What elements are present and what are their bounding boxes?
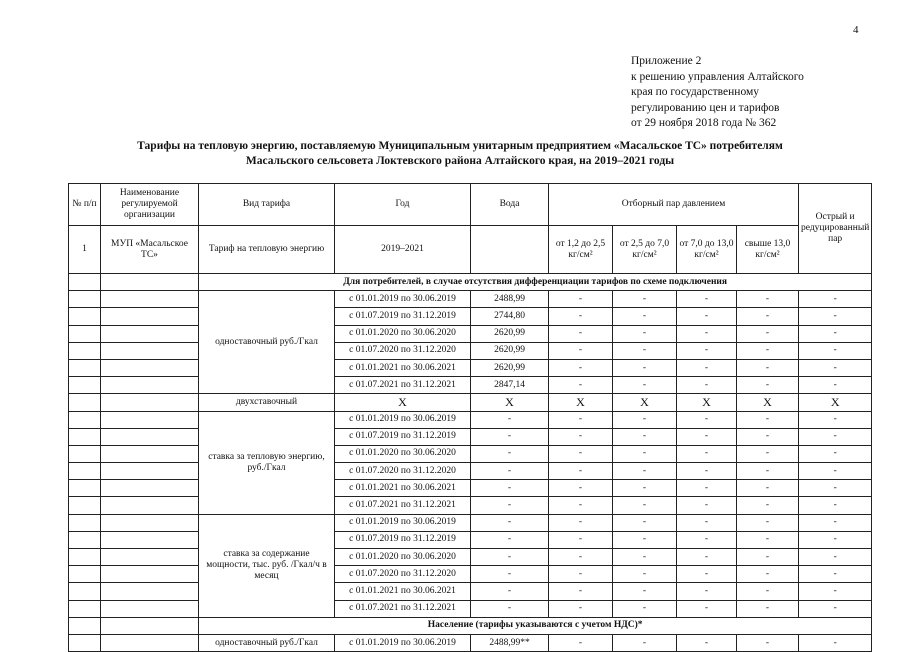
sharp-value: - (799, 497, 872, 514)
p3-value: - (677, 428, 737, 445)
header-year: Год (335, 184, 471, 226)
water-value: 2744,80 (471, 308, 549, 325)
table-row (69, 531, 872, 548)
org-tariff-type: Тариф на тепловую энергию (199, 226, 335, 274)
x-mark: X (471, 394, 549, 411)
p3-value: - (677, 497, 737, 514)
p2-value: - (613, 359, 677, 376)
p2-value: - (613, 634, 677, 651)
section-row-population (69, 617, 872, 634)
subheader-p2: от 2,5 до 7,0 кг/см² (613, 226, 677, 274)
p4-value: - (737, 411, 799, 428)
table-row (69, 480, 872, 497)
empty-cell (69, 411, 101, 428)
period-cell: с 01.01.2021 по 30.06.2021 (335, 480, 471, 497)
p1-value: - (549, 549, 613, 566)
subheader-p1: от 1,2 до 2,5 кг/см² (549, 226, 613, 274)
p3-value: - (677, 480, 737, 497)
p1-value: - (549, 325, 613, 342)
table-row (69, 325, 872, 342)
section-heading: Население (тарифы указываются с учетом НДС)* (199, 617, 872, 634)
org-num: 1 (69, 226, 101, 274)
empty-cell (69, 600, 101, 617)
table-row (69, 549, 872, 566)
p4-value: - (737, 308, 799, 325)
empty-cell (69, 566, 101, 583)
empty-cell (101, 411, 199, 428)
period-cell: с 01.07.2021 по 31.12.2021 (335, 600, 471, 617)
sharp-value: - (799, 566, 872, 583)
water-value: 2488,99** (471, 634, 549, 651)
subheader-p3: от 7,0 до 13,0 кг/см² (677, 226, 737, 274)
header-type: Вид тарифа (199, 184, 335, 226)
p4-value: - (737, 342, 799, 359)
table-row (69, 377, 872, 394)
empty-cell (69, 359, 101, 376)
sharp-value: - (799, 463, 872, 480)
empty-cell (101, 480, 199, 497)
water-value: 2847,14 (471, 377, 549, 394)
sharp-value: - (799, 583, 872, 600)
p3-value: - (677, 514, 737, 531)
p3-value: - (677, 566, 737, 583)
p3-value: - (677, 342, 737, 359)
p4-value: - (737, 583, 799, 600)
x-mark: X (613, 394, 677, 411)
appendix-line: от 29 ноября 2018 года № 362 (631, 117, 777, 129)
water-value: 2620,99 (471, 359, 549, 376)
empty-cell (101, 359, 199, 376)
header-org: Наименование регулируемой организации (101, 184, 199, 226)
water-value: - (471, 463, 549, 480)
empty-cell (69, 445, 101, 462)
p3-value: - (677, 531, 737, 548)
table-row (69, 359, 872, 376)
title-line-2: Масальского сельсовета Локтевского района Алтайского края, на 2019–2021 годы (245, 155, 675, 167)
water-value: 2620,99 (471, 342, 549, 359)
sharp-value: - (799, 291, 872, 308)
p1-value: - (549, 634, 613, 651)
empty-cell (101, 634, 199, 651)
p4-value: - (737, 549, 799, 566)
empty-cell (69, 377, 101, 394)
p1-value: - (549, 480, 613, 497)
sharp-value: - (799, 634, 872, 651)
single-rate-label: одноставочный руб./Гкал (199, 291, 335, 394)
empty-cell (101, 583, 199, 600)
x-mark: X (677, 394, 737, 411)
water-value: 2620,99 (471, 325, 549, 342)
water-value: - (471, 514, 549, 531)
sharp-value: - (799, 411, 872, 428)
section-row-consumers (69, 274, 872, 291)
p2-value: - (613, 549, 677, 566)
header-steam: Отборный пар давлением (549, 184, 799, 226)
org-water-empty (471, 226, 549, 274)
p3-value: - (677, 359, 737, 376)
p1-value: - (549, 342, 613, 359)
p2-value: - (613, 445, 677, 462)
p3-value: - (677, 308, 737, 325)
p4-value: - (737, 291, 799, 308)
p2-value: - (613, 428, 677, 445)
p3-value: - (677, 291, 737, 308)
water-value: - (471, 549, 549, 566)
p1-value: - (549, 411, 613, 428)
period-cell: с 01.07.2019 по 31.12.2019 (335, 531, 471, 548)
energy-rate-label: ставка за тепловую энергию, руб./Гкал (199, 411, 335, 514)
period-cell: с 01.07.2019 по 31.12.2019 (335, 428, 471, 445)
sharp-value: - (799, 480, 872, 497)
p3-value: - (677, 583, 737, 600)
table-row (69, 291, 872, 308)
period-cell: с 01.01.2020 по 30.06.2020 (335, 549, 471, 566)
empty-cell (101, 566, 199, 583)
water-value: - (471, 445, 549, 462)
x-mark: X (335, 394, 471, 411)
appendix-line: Приложение 2 (631, 55, 702, 67)
p3-value: - (677, 600, 737, 617)
empty-cell (101, 531, 199, 548)
p2-value: - (613, 566, 677, 583)
empty-cell (69, 325, 101, 342)
p3-value: - (677, 634, 737, 651)
sharp-value: - (799, 600, 872, 617)
p2-value: - (613, 411, 677, 428)
empty-cell (69, 480, 101, 497)
empty-cell (101, 394, 199, 411)
appendix-block (631, 54, 804, 132)
empty-cell (101, 617, 199, 634)
empty-cell (69, 583, 101, 600)
appendix-line: регулированию цен и тарифов (631, 101, 780, 114)
period-cell: с 01.01.2020 по 30.06.2020 (335, 445, 471, 462)
table-row (69, 411, 872, 428)
p1-value: - (549, 445, 613, 462)
period-cell: с 01.01.2020 по 30.06.2020 (335, 325, 471, 342)
p3-value: - (677, 377, 737, 394)
p4-value: - (737, 566, 799, 583)
water-value: - (471, 583, 549, 600)
empty-cell (101, 274, 199, 291)
p1-value: - (549, 428, 613, 445)
x-mark: X (799, 394, 872, 411)
empty-cell (101, 342, 199, 359)
empty-cell (69, 308, 101, 325)
p3-value: - (677, 445, 737, 462)
sharp-value: - (799, 359, 872, 376)
empty-cell (101, 497, 199, 514)
capacity-rate-label: ставка за содержание мощности, тыс. руб. /Гкал/ч в месяц (199, 514, 335, 617)
p1-value: - (549, 497, 613, 514)
p3-value: - (677, 549, 737, 566)
water-value: - (471, 480, 549, 497)
period-cell: с 01.07.2021 по 31.12.2021 (335, 497, 471, 514)
empty-cell (69, 617, 101, 634)
empty-cell (101, 428, 199, 445)
p4-value: - (737, 377, 799, 394)
water-value: - (471, 566, 549, 583)
water-value: - (471, 531, 549, 548)
p1-value: - (549, 359, 613, 376)
two-rate-row (69, 394, 872, 411)
period-cell: с 01.01.2021 по 30.06.2021 (335, 359, 471, 376)
table-row (69, 497, 872, 514)
water-value: - (471, 497, 549, 514)
org-name: МУП «Масальское ТС» (101, 226, 199, 274)
table-row (69, 566, 872, 583)
empty-cell (69, 394, 101, 411)
p4-value: - (737, 445, 799, 462)
period-cell: с 01.07.2020 по 31.12.2020 (335, 566, 471, 583)
subheader-p4: свыше 13,0 кг/см² (737, 226, 799, 274)
period-cell: с 01.07.2020 по 31.12.2020 (335, 463, 471, 480)
empty-cell (69, 463, 101, 480)
empty-cell (69, 342, 101, 359)
empty-cell (69, 291, 101, 308)
empty-cell (101, 514, 199, 531)
empty-cell (101, 549, 199, 566)
empty-cell (69, 531, 101, 548)
empty-cell (69, 428, 101, 445)
header-sharp-steam: Острый и редуцированный пар (799, 184, 872, 274)
table-row (69, 463, 872, 480)
p3-value: - (677, 411, 737, 428)
empty-cell (101, 600, 199, 617)
p1-value: - (549, 566, 613, 583)
p1-value: - (549, 600, 613, 617)
p2-value: - (613, 480, 677, 497)
period-cell: с 01.01.2019 по 30.06.2019 (335, 411, 471, 428)
period-cell: с 01.01.2021 по 30.06.2021 (335, 583, 471, 600)
p1-value: - (549, 308, 613, 325)
empty-cell (101, 377, 199, 394)
p1-value: - (549, 463, 613, 480)
org-years: 2019–2021 (335, 226, 471, 274)
population-label: одноставочный руб./Гкал (199, 634, 335, 651)
p2-value: - (613, 497, 677, 514)
water-value: - (471, 600, 549, 617)
x-mark: X (549, 394, 613, 411)
title-line-1: Тарифы на тепловую энергию, поставляемую Муниципальным унитарным предприятием «Масальское ТС» потребителям (137, 140, 783, 152)
x-mark: X (737, 394, 799, 411)
p2-value: - (613, 325, 677, 342)
p2-value: - (613, 377, 677, 394)
p4-value: - (737, 531, 799, 548)
empty-cell (101, 463, 199, 480)
p1-value: - (549, 531, 613, 548)
two-rate-label: двухставочный (199, 394, 335, 411)
p4-value: - (737, 600, 799, 617)
p4-value: - (737, 514, 799, 531)
empty-cell (69, 634, 101, 651)
p1-value: - (549, 514, 613, 531)
p4-value: - (737, 634, 799, 651)
p4-value: - (737, 359, 799, 376)
empty-cell (101, 445, 199, 462)
document-title (60, 139, 860, 169)
p2-value: - (613, 308, 677, 325)
p4-value: - (737, 463, 799, 480)
section-heading: Для потребителей, в случае отсутствия дифференциации тарифов по схеме подключения (199, 274, 872, 291)
period-cell: с 01.07.2021 по 31.12.2021 (335, 377, 471, 394)
table-row (69, 583, 872, 600)
empty-cell (101, 325, 199, 342)
table-row (69, 514, 872, 531)
sharp-value: - (799, 377, 872, 394)
sharp-value: - (799, 549, 872, 566)
table-row (69, 445, 872, 462)
sharp-value: - (799, 445, 872, 462)
p4-value: - (737, 325, 799, 342)
table-row (69, 342, 872, 359)
empty-cell (69, 274, 101, 291)
sharp-value: - (799, 428, 872, 445)
appendix-line: края по государственному (631, 86, 759, 98)
p1-value: - (549, 291, 613, 308)
table-row (69, 428, 872, 445)
p2-value: - (613, 342, 677, 359)
p3-value: - (677, 325, 737, 342)
sharp-value: - (799, 342, 872, 359)
table-row (69, 600, 872, 617)
period-cell: с 01.01.2019 по 30.06.2019 (335, 291, 471, 308)
water-value: - (471, 428, 549, 445)
p4-value: - (737, 497, 799, 514)
water-value: - (471, 411, 549, 428)
header-num: № п/п (69, 184, 101, 226)
p2-value: - (613, 583, 677, 600)
table-row (69, 308, 872, 325)
page-number: 4 (853, 24, 859, 36)
p1-value: - (549, 583, 613, 600)
p3-value: - (677, 463, 737, 480)
p2-value: - (613, 463, 677, 480)
period-cell: с 01.07.2020 по 31.12.2020 (335, 342, 471, 359)
empty-cell (101, 308, 199, 325)
period-cell: с 01.07.2019 по 31.12.2019 (335, 308, 471, 325)
header-water: Вода (471, 184, 549, 226)
p4-value: - (737, 428, 799, 445)
appendix-line: к решению управления Алтайского (631, 70, 804, 83)
p4-value: - (737, 480, 799, 497)
sharp-value: - (799, 531, 872, 548)
p2-value: - (613, 531, 677, 548)
water-value: 2488,99 (471, 291, 549, 308)
sharp-value: - (799, 514, 872, 531)
period-cell: с 01.01.2019 по 30.06.2019 (335, 634, 471, 651)
tariff-table (68, 183, 872, 652)
p1-value: - (549, 377, 613, 394)
period-cell: с 01.01.2019 по 30.06.2019 (335, 514, 471, 531)
empty-cell (69, 549, 101, 566)
empty-cell (101, 291, 199, 308)
p2-value: - (613, 514, 677, 531)
p2-value: - (613, 291, 677, 308)
empty-cell (69, 514, 101, 531)
empty-cell (69, 497, 101, 514)
sharp-value: - (799, 325, 872, 342)
sharp-value: - (799, 308, 872, 325)
p2-value: - (613, 600, 677, 617)
population-row (69, 634, 872, 651)
